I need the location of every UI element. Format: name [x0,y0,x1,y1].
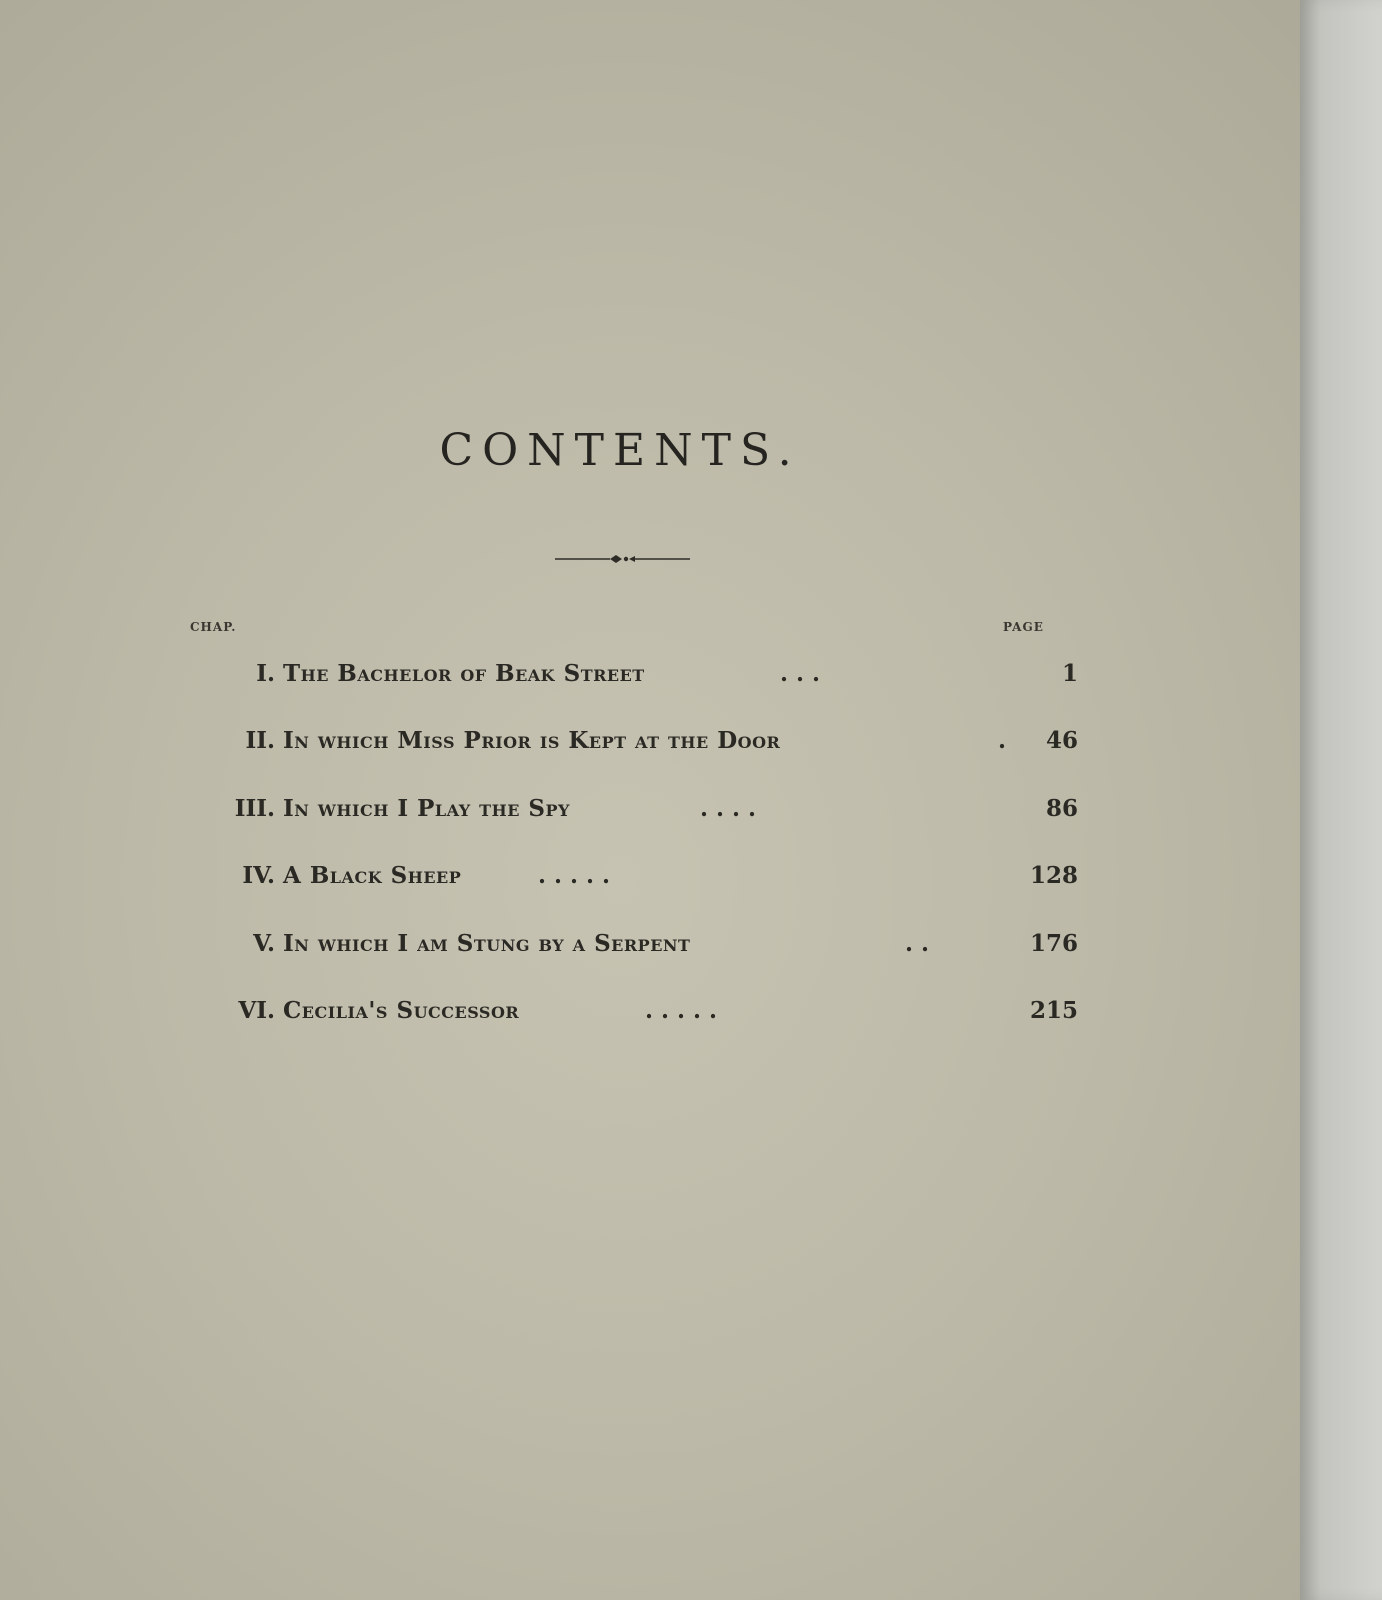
chapter-title: A Black Sheep [283,862,462,889]
leader-dots: . [998,727,1007,754]
chapter-title: In which Miss Prior is Kept at the Door [283,727,781,754]
chapter-title: In which I Play the Spy [283,795,570,822]
contents-title: CONTENTS. [439,425,801,476]
chapter-column-heading: CHAP. [190,620,237,634]
toc-entry [0,795,1300,835]
chapter-number: IV. [242,862,275,889]
leader-dots: . . . . . [538,862,611,889]
chapter-number: II. [245,727,275,754]
chapter-number: V. [253,930,275,957]
toc-entry [0,660,1300,700]
toc-entry [0,862,1300,902]
leader-dots: . . . [780,660,821,687]
leader-dots: . . . . . [645,997,718,1024]
page-number: 176 [1029,930,1078,957]
toc-entry [0,930,1300,970]
toc-entry [0,727,1300,767]
page-number: 86 [1045,795,1078,822]
chapter-number: I. [256,660,275,687]
ornament-divider [555,553,690,565]
leader-dots: . . . . [700,795,757,822]
chapter-title: In which I am Stung by a Serpent [283,930,691,957]
page-number: 1 [1061,660,1078,687]
page-number: 46 [1045,727,1078,754]
adjacent-page-edge [1300,0,1382,1600]
page-number: 215 [1029,997,1078,1024]
chapter-title: Cecilia's Successor [283,997,520,1024]
toc-entry [0,997,1300,1037]
page-number: 128 [1029,862,1078,889]
leader-dots: . . [905,930,930,957]
chapter-number: III. [234,795,275,822]
chapter-title: The Bachelor of Beak Street [283,660,645,687]
page-column-heading: PAGE [1003,620,1044,634]
chapter-number: VI. [238,997,275,1024]
